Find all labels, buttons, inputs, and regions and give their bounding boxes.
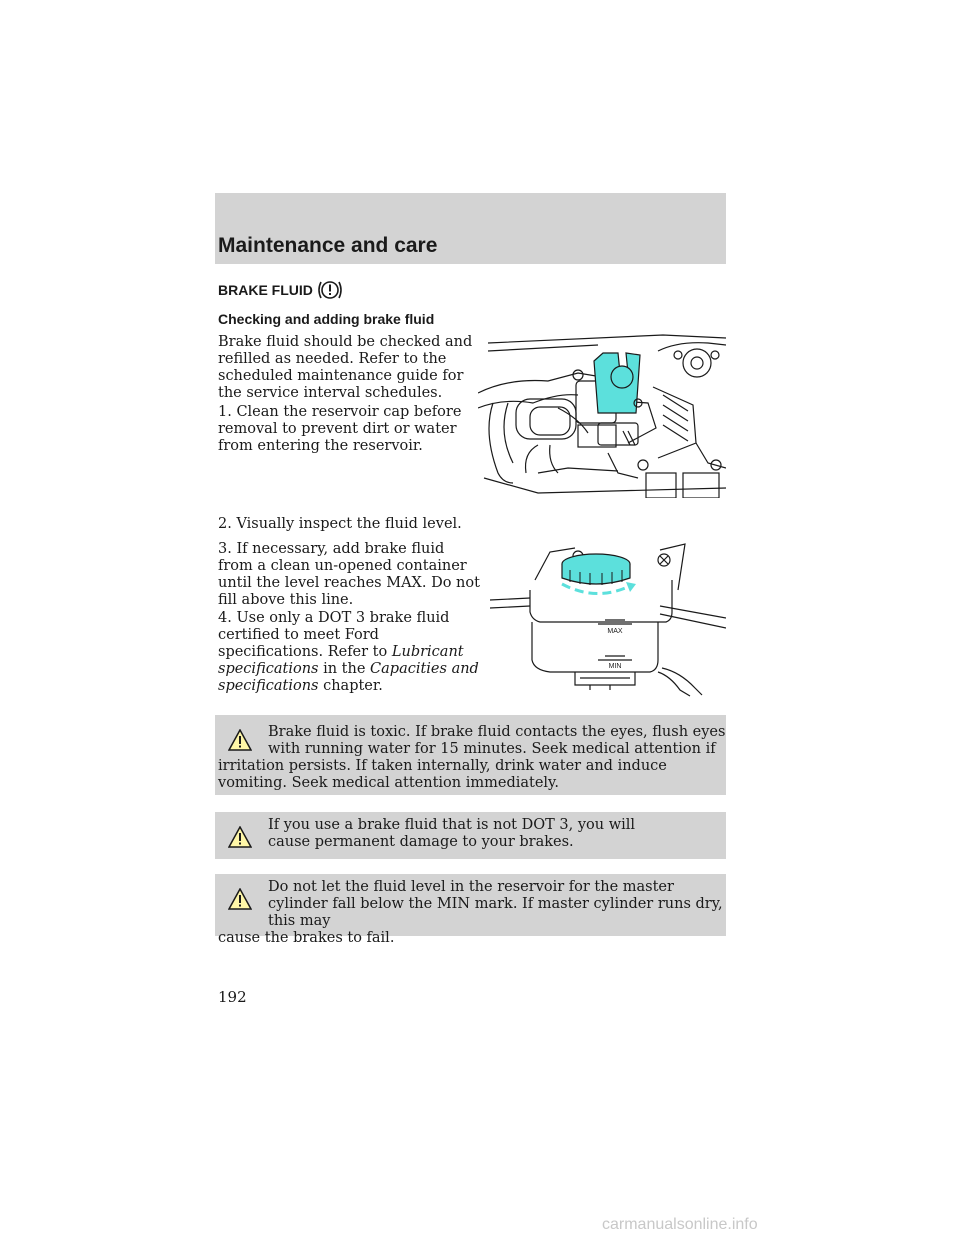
step-4-mid: in the <box>323 661 366 677</box>
warning-text-toxic <box>215 724 726 792</box>
footer-watermark: carmanualsonline.info <box>602 1216 758 1233</box>
paragraph-intro: Brake fluid should be checked and refilled as needed. Refer to the scheduled maintenance guide for the service interval schedules. <box>218 334 473 401</box>
max-level-label: MAX <box>607 628 623 635</box>
warning-text-rest: cause the brakes to fail. <box>218 930 395 946</box>
step-3: 3. If necessary, add brake fluid from a clean un-opened container until the level reaches MAX. Do not fill above this line. <box>218 541 480 608</box>
lubricant-specifications-ref: Lubricant specifications <box>218 644 464 677</box>
warning-box-min-level <box>215 874 726 946</box>
step-2: 2. Visually inspect the fluid level. <box>218 516 462 532</box>
warning-box-dot3 <box>215 812 726 859</box>
warning-box-toxic <box>215 715 726 795</box>
min-level-label: MIN <box>608 663 622 670</box>
engine-bay-illustration <box>478 333 726 498</box>
page-header-title: Maintenance and care <box>218 234 438 257</box>
step-4 <box>218 610 488 695</box>
brake-reservoir-illustration <box>490 540 726 700</box>
warning-triangle-icon <box>228 729 252 751</box>
warning-triangle-icon <box>228 826 252 848</box>
step-1: 1. Clean the reservoir cap before removal to prevent dirt or water from entering the reservoir. <box>218 404 462 454</box>
step-4-text: 4. Use only a DOT 3 brake fluid certified to meet Ford specifications. Refer to <box>218 610 450 660</box>
section-title-text: BRAKE FLUID <box>218 282 313 298</box>
warning-text-dot3 <box>215 817 726 851</box>
warning-text-rest: irritation persists. If taken internally, drink water and induce vomiting. Seek medical attention immediately. <box>218 758 667 791</box>
step-4-end: chapter. <box>323 678 383 694</box>
exclamation-warning-icon <box>316 280 344 300</box>
subsection-title: Checking and adding brake fluid <box>218 311 435 327</box>
capacities-specifications-ref: Capacities and specifications <box>218 661 479 694</box>
warning-text-line1: If you use a brake fluid that is not DOT 3, you will cause permanent damage to your brakes. <box>268 817 636 850</box>
section-title <box>218 280 344 300</box>
page-number: 192 <box>218 988 247 1006</box>
warning-text-min-level <box>215 879 726 947</box>
warning-text-line1: Brake fluid is toxic. If brake fluid contacts the eyes, flush eyes with running water for 15 minutes. Seek medical attention if <box>268 724 726 757</box>
warning-text-line1: Do not let the fluid level in the reservoir for the master cylinder fall below the MIN mark. If master cylinder runs dry, this may <box>268 879 723 929</box>
warning-triangle-icon <box>228 888 252 910</box>
